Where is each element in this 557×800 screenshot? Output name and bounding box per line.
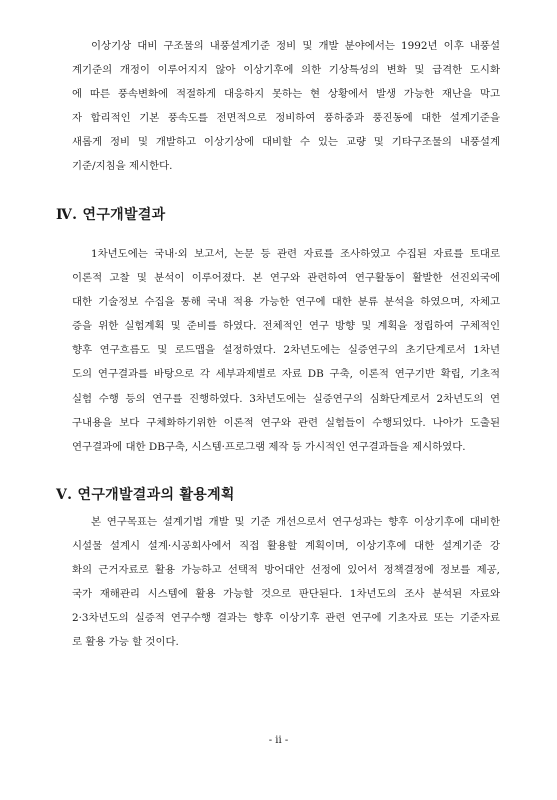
section-4-line-5: 향후 연구흐름도 및 로드맵을 설정하였다. 2차년도에는 실증연구의 초기단계로서 1차년: [72, 344, 500, 357]
section-5-line-5: 2·3차년도의 실증적 연구수행 결과는 향후 이상기후 관련 연구에 기초자료 또는 기준자료: [72, 612, 500, 625]
section-4-line-7: 실험 수행 등의 연구를 진행하였다. 3차년도에는 실증연구의 심화단계로서 2차년도의 연: [72, 392, 500, 405]
section-5-line-2: 시설물 설계시 설계·시공회사에서 직접 활용할 계획이며, 이상기후에 대한 설계기준 강: [72, 540, 500, 553]
intro-line-5: 새롭게 정비 및 개발하고 이상기상에 대비할 수 있는 교량 및 기타구조물의 내풍설계: [72, 136, 500, 149]
section-4-line-6: 도의 연구결과를 바탕으로 각 세부과제별로 자료 DB 구축, 이론적 연구기반 확립, 기초적: [72, 368, 500, 381]
section-5-heading: Ⅴ. 연구개발결과의 활용계획: [56, 487, 235, 503]
section-5-paragraph: [72, 510, 500, 655]
intro-paragraph: [72, 34, 500, 179]
section-4-heading: Ⅳ. 연구개발결과: [56, 207, 166, 223]
section-5-line-1: 본 연구목표는 설계기법 개발 및 기준 개선으로서 연구성과는 향후 이상기후에 대비한: [91, 516, 500, 528]
section-4-line-3: 대한 기술정보 수집을 통해 국내 적용 가능한 연구에 대한 분류 분석을 하였으며, 자체고: [72, 296, 500, 309]
intro-line-2: 계기준의 개정이 이루어지지 않아 이상기후에 의한 기상특성의 변화 및 급격한 도시화: [72, 64, 500, 77]
section-5-line-6: 로 활용 가능 할 것이다.: [72, 636, 179, 649]
section-4-line-1: 1차년도에는 국내·외 보고서, 논문 등 관련 자료를 조사하였고 수집된 자료를 토대로: [91, 248, 500, 260]
intro-line-1: 이상기상 대비 구조물의 내풍설계기준 정비 및 개발 분야에서는 1992년 이후 내풍설: [91, 40, 500, 52]
intro-line-4: 자 합리적인 기본 풍속도를 전면적으로 정비하여 풍하중과 풍진동에 대한 설계기준을: [72, 112, 500, 125]
section-4-line-2: 이론적 고찰 및 분석이 이루어졌다. 본 연구와 관련하여 연구활동이 활발한 선진외국에: [72, 272, 500, 285]
intro-line-6: 기준/지침을 제시한다.: [72, 160, 173, 173]
page-number: - ii -: [268, 735, 289, 746]
section-4-line-4: 증을 위한 실험계획 및 준비를 하였다. 전체적인 연구 방향 및 계획을 정립하여 구체적인: [72, 320, 500, 333]
section-4-paragraph: [72, 242, 500, 459]
section-5-line-4: 국가 재해관리 시스템에 활용 가능할 것으로 판단된다. 1차년도의 조사 분석된 자료와: [72, 588, 500, 601]
section-4-line-8: 구내용을 보다 구체화하기위한 이론적 연구와 관련 실험들이 수행되었다. 나아가 도출된: [72, 416, 500, 429]
section-4-line-9: 연구결과에 대한 DB구축, 시스템·프로그램 제작 등 가시적인 연구결과들을 제시하였다.: [72, 440, 466, 453]
intro-line-3: 에 따른 풍속변화에 적절하게 대응하지 못하는 현 상황에서 발생 가능한 재난을 막고: [72, 88, 500, 101]
section-5-line-3: 화의 근거자료로 활용 가능하고 선택적 방어대안 선정에 있어서 정책결정에 정보를 제공,: [72, 564, 500, 577]
